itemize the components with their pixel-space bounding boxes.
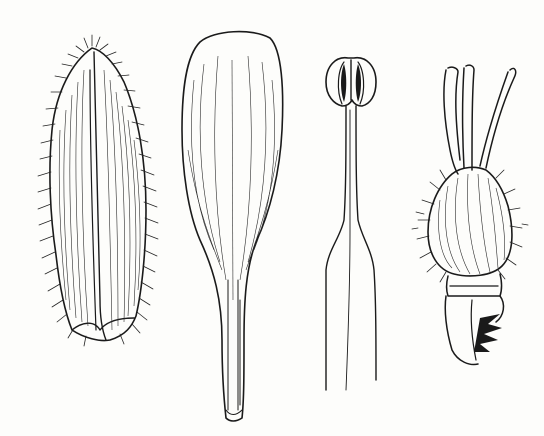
ovary-hairs [412, 170, 528, 282]
ovary-hatching [439, 174, 505, 274]
pistil [412, 65, 528, 364]
hairy-bract [38, 35, 158, 346]
stamen [326, 58, 376, 390]
petal [182, 32, 283, 421]
petal-veins [188, 56, 278, 300]
petal-claw [228, 280, 240, 410]
